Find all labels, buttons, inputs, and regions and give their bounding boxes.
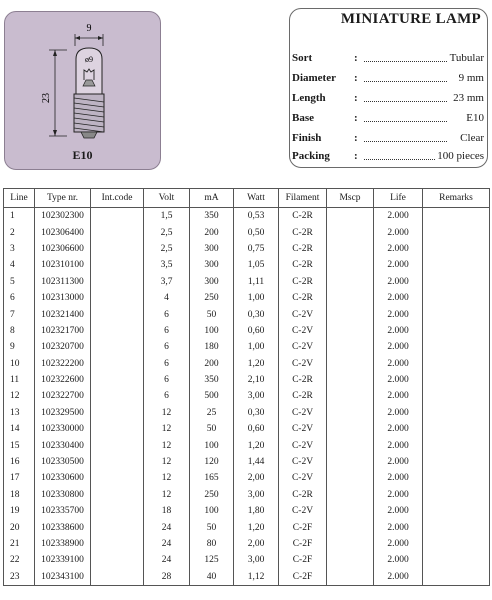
- cell-line: 22: [4, 552, 35, 568]
- cell-type-nr: 102302300: [35, 208, 91, 225]
- cell-type-nr: 102311300: [35, 274, 91, 290]
- cell-line: 19: [4, 503, 35, 519]
- cell-remarks: [423, 421, 490, 437]
- cell-ma: 50: [190, 519, 234, 535]
- cell-watt: 0,30: [234, 306, 279, 322]
- cell-filament: C-2R: [279, 257, 327, 273]
- cell-remarks: [423, 536, 490, 552]
- cell-type-nr: 102329500: [35, 405, 91, 421]
- cell-int-code: [91, 437, 144, 453]
- cell-type-nr: 102330500: [35, 454, 91, 470]
- cell-ma: 80: [190, 536, 234, 552]
- cell-line: 17: [4, 470, 35, 486]
- spec-value: 100 pieces: [437, 150, 484, 162]
- cell-line: 12: [4, 388, 35, 404]
- cell-mscp: [327, 306, 374, 322]
- cell-line: 20: [4, 519, 35, 535]
- cell-int-code: [91, 454, 144, 470]
- table-row: [4, 339, 490, 355]
- cell-filament: C-2V: [279, 306, 327, 322]
- cell-filament: C-2F: [279, 519, 327, 535]
- cell-remarks: [423, 208, 490, 225]
- cell-mscp: [327, 421, 374, 437]
- spec-key: Length: [292, 92, 326, 104]
- cell-volt: 28: [144, 569, 190, 586]
- cell-life: 2.000: [374, 519, 423, 535]
- cell-volt: 12: [144, 454, 190, 470]
- cell-ma: 100: [190, 437, 234, 453]
- cell-ma: 500: [190, 388, 234, 404]
- cell-int-code: [91, 306, 144, 322]
- cell-remarks: [423, 224, 490, 240]
- cell-mscp: [327, 208, 374, 225]
- cell-volt: 12: [144, 421, 190, 437]
- cell-watt: 1,11: [234, 274, 279, 290]
- cell-filament: C-2F: [279, 536, 327, 552]
- cell-filament: C-2V: [279, 503, 327, 519]
- cell-life: 2.000: [374, 503, 423, 519]
- cell-type-nr: 102338900: [35, 536, 91, 552]
- cell-type-nr: 102321400: [35, 306, 91, 322]
- cell-watt: 1,20: [234, 519, 279, 535]
- cell-remarks: [423, 487, 490, 503]
- cell-life: 2.000: [374, 487, 423, 503]
- cell-ma: 350: [190, 372, 234, 388]
- cell-filament: C-2R: [279, 290, 327, 306]
- cell-int-code: [91, 569, 144, 586]
- col-header-watt: Watt: [234, 189, 279, 208]
- cell-int-code: [91, 274, 144, 290]
- cell-watt: 1,00: [234, 290, 279, 306]
- cell-watt: 2,10: [234, 372, 279, 388]
- cell-filament: C-2R: [279, 241, 327, 257]
- cell-mscp: [327, 323, 374, 339]
- cell-volt: 3,5: [144, 257, 190, 273]
- cell-volt: 6: [144, 356, 190, 372]
- cell-ma: 300: [190, 274, 234, 290]
- cell-volt: 6: [144, 372, 190, 388]
- cell-life: 2.000: [374, 536, 423, 552]
- cell-life: 2.000: [374, 208, 423, 225]
- cell-mscp: [327, 405, 374, 421]
- cell-volt: 3,7: [144, 274, 190, 290]
- table-row: [4, 405, 490, 421]
- cell-filament: C-2V: [279, 405, 327, 421]
- cell-mscp: [327, 454, 374, 470]
- col-header-remarks: Remarks: [423, 189, 490, 208]
- table-row: [4, 569, 490, 586]
- cell-int-code: [91, 470, 144, 486]
- cell-remarks: [423, 306, 490, 322]
- cell-int-code: [91, 208, 144, 225]
- cell-int-code: [91, 290, 144, 306]
- cell-watt: 2,00: [234, 536, 279, 552]
- cell-int-code: [91, 487, 144, 503]
- spec-row-base: Base : E10: [292, 112, 484, 124]
- spec-row-sort: Sort : Tubular: [292, 52, 484, 64]
- spec-value: 23 mm: [453, 92, 484, 104]
- cell-type-nr: 102339100: [35, 552, 91, 568]
- cell-life: 2.000: [374, 306, 423, 322]
- spec-row-length: Length : 23 mm: [292, 92, 484, 104]
- cell-remarks: [423, 569, 490, 586]
- cell-ma: 300: [190, 257, 234, 273]
- table-row: [4, 421, 490, 437]
- cell-remarks: [423, 388, 490, 404]
- cell-mscp: [327, 437, 374, 453]
- cell-ma: 200: [190, 356, 234, 372]
- cell-life: 2.000: [374, 470, 423, 486]
- cell-filament: C-2V: [279, 454, 327, 470]
- cell-type-nr: 102330400: [35, 437, 91, 453]
- cell-mscp: [327, 487, 374, 503]
- cell-watt: 3,00: [234, 552, 279, 568]
- cell-type-nr: 102320700: [35, 339, 91, 355]
- cell-int-code: [91, 405, 144, 421]
- cell-int-code: [91, 257, 144, 273]
- cell-mscp: [327, 356, 374, 372]
- table-row: [4, 274, 490, 290]
- cell-watt: 3,00: [234, 388, 279, 404]
- cell-type-nr: 102330000: [35, 421, 91, 437]
- cell-line: 8: [4, 323, 35, 339]
- side-dimension-label: 23: [41, 93, 52, 103]
- cell-life: 2.000: [374, 405, 423, 421]
- cell-ma: 25: [190, 405, 234, 421]
- cell-remarks: [423, 552, 490, 568]
- cell-watt: 0,60: [234, 323, 279, 339]
- cell-filament: C-2V: [279, 421, 327, 437]
- lamp-base-caption: E10: [72, 148, 93, 162]
- cell-ma: 300: [190, 241, 234, 257]
- cell-watt: 1,05: [234, 257, 279, 273]
- spec-key: Base: [292, 112, 314, 124]
- cell-watt: 1,80: [234, 503, 279, 519]
- cell-life: 2.000: [374, 274, 423, 290]
- cell-remarks: [423, 323, 490, 339]
- cell-line: 7: [4, 306, 35, 322]
- cell-line: 14: [4, 421, 35, 437]
- cell-int-code: [91, 503, 144, 519]
- table-row: [4, 372, 490, 388]
- table-row: [4, 487, 490, 503]
- cell-life: 2.000: [374, 569, 423, 586]
- table-row: [4, 323, 490, 339]
- cell-life: 2.000: [374, 421, 423, 437]
- col-header-type-nr: Type nr.: [35, 189, 91, 208]
- cell-line: 9: [4, 339, 35, 355]
- col-header-ma: mA: [190, 189, 234, 208]
- cell-int-code: [91, 323, 144, 339]
- cell-mscp: [327, 552, 374, 568]
- cell-remarks: [423, 503, 490, 519]
- cell-watt: 1,20: [234, 437, 279, 453]
- table-row: [4, 552, 490, 568]
- cell-type-nr: 102338600: [35, 519, 91, 535]
- cell-volt: 6: [144, 323, 190, 339]
- cell-volt: 6: [144, 306, 190, 322]
- cell-line: 16: [4, 454, 35, 470]
- cell-mscp: [327, 290, 374, 306]
- cell-watt: 0,53: [234, 208, 279, 225]
- spec-row-diameter: Diameter : 9 mm: [292, 72, 484, 84]
- cell-volt: 24: [144, 552, 190, 568]
- cell-mscp: [327, 274, 374, 290]
- cell-type-nr: 102322700: [35, 388, 91, 404]
- cell-volt: 2,5: [144, 241, 190, 257]
- col-header-volt: Volt: [144, 189, 190, 208]
- cell-int-code: [91, 421, 144, 437]
- cell-int-code: [91, 519, 144, 535]
- cell-mscp: [327, 388, 374, 404]
- cell-filament: C-2R: [279, 224, 327, 240]
- cell-ma: 120: [190, 454, 234, 470]
- cell-volt: 4: [144, 290, 190, 306]
- cell-remarks: [423, 356, 490, 372]
- cell-life: 2.000: [374, 552, 423, 568]
- cell-mscp: [327, 536, 374, 552]
- col-header-int-code: Int.code: [91, 189, 144, 208]
- diameter-symbol: ø9: [85, 55, 93, 64]
- cell-filament: C-2V: [279, 339, 327, 355]
- cell-life: 2.000: [374, 323, 423, 339]
- spec-key: Finish: [292, 132, 322, 144]
- cell-type-nr: 102310100: [35, 257, 91, 273]
- cell-ma: 165: [190, 470, 234, 486]
- cell-int-code: [91, 388, 144, 404]
- spec-key: Sort: [292, 52, 313, 64]
- cell-mscp: [327, 224, 374, 240]
- cell-ma: 50: [190, 306, 234, 322]
- cell-remarks: [423, 290, 490, 306]
- spec-value: 9 mm: [458, 72, 484, 84]
- table-row: [4, 388, 490, 404]
- table-row: [4, 470, 490, 486]
- table-row: [4, 454, 490, 470]
- spec-key: Packing: [292, 150, 330, 162]
- cell-remarks: [423, 405, 490, 421]
- table-row: [4, 519, 490, 535]
- cell-remarks: [423, 257, 490, 273]
- cell-remarks: [423, 519, 490, 535]
- cell-mscp: [327, 372, 374, 388]
- cell-mscp: [327, 503, 374, 519]
- cell-ma: 350: [190, 208, 234, 225]
- cell-watt: 1,44: [234, 454, 279, 470]
- table-body: [4, 208, 490, 586]
- cell-volt: 6: [144, 388, 190, 404]
- col-header-life: Life: [374, 189, 423, 208]
- spec-row-finish: Finish : Clear: [292, 132, 484, 144]
- spec-value: Clear: [460, 132, 484, 144]
- table-row: [4, 356, 490, 372]
- cell-filament: C-2R: [279, 388, 327, 404]
- cell-line: 1: [4, 208, 35, 225]
- cell-ma: 200: [190, 224, 234, 240]
- cell-volt: 12: [144, 487, 190, 503]
- cell-line: 5: [4, 274, 35, 290]
- cell-line: 10: [4, 356, 35, 372]
- cell-life: 2.000: [374, 388, 423, 404]
- cell-life: 2.000: [374, 454, 423, 470]
- cell-line: 15: [4, 437, 35, 453]
- cell-mscp: [327, 339, 374, 355]
- cell-watt: 1,12: [234, 569, 279, 586]
- cell-watt: 0,30: [234, 405, 279, 421]
- table-row: [4, 257, 490, 273]
- cell-volt: 12: [144, 405, 190, 421]
- cell-filament: C-2V: [279, 437, 327, 453]
- cell-mscp: [327, 257, 374, 273]
- cell-watt: 2,00: [234, 470, 279, 486]
- top-dimension-label: 9: [86, 23, 92, 34]
- cell-watt: 1,20: [234, 356, 279, 372]
- cell-life: 2.000: [374, 241, 423, 257]
- cell-volt: 2,5: [144, 224, 190, 240]
- spec-key: Diameter: [292, 72, 336, 84]
- cell-remarks: [423, 470, 490, 486]
- cell-type-nr: 102335700: [35, 503, 91, 519]
- spec-row-packing: Packing : 100 pieces: [292, 150, 484, 162]
- table-row: [4, 241, 490, 257]
- table-row: [4, 224, 490, 240]
- cell-filament: C-2R: [279, 208, 327, 225]
- table-header-row: [4, 189, 490, 208]
- cell-line: 6: [4, 290, 35, 306]
- cell-ma: 40: [190, 569, 234, 586]
- cell-int-code: [91, 536, 144, 552]
- cell-filament: C-2V: [279, 356, 327, 372]
- cell-remarks: [423, 274, 490, 290]
- cell-watt: 3,00: [234, 487, 279, 503]
- cell-life: 2.000: [374, 372, 423, 388]
- table-row: [4, 290, 490, 306]
- table-row: [4, 437, 490, 453]
- cell-int-code: [91, 356, 144, 372]
- table-row: [4, 306, 490, 322]
- cell-volt: 12: [144, 437, 190, 453]
- spec-value: Tubular: [449, 52, 484, 64]
- cell-filament: C-2V: [279, 470, 327, 486]
- cell-ma: 50: [190, 421, 234, 437]
- cell-type-nr: 102330800: [35, 487, 91, 503]
- cell-int-code: [91, 552, 144, 568]
- cell-life: 2.000: [374, 224, 423, 240]
- cell-line: 18: [4, 487, 35, 503]
- cell-remarks: [423, 339, 490, 355]
- cell-type-nr: 102313000: [35, 290, 91, 306]
- cell-int-code: [91, 241, 144, 257]
- cell-line: 4: [4, 257, 35, 273]
- lamp-drawing: [5, 14, 160, 144]
- cell-filament: C-2V: [279, 323, 327, 339]
- spec-panel: [289, 8, 488, 168]
- cell-int-code: [91, 224, 144, 240]
- cell-type-nr: 102306400: [35, 224, 91, 240]
- cell-watt: 1,00: [234, 339, 279, 355]
- col-header-mscp: Mscp: [327, 189, 374, 208]
- spec-value: E10: [466, 112, 484, 124]
- cell-mscp: [327, 470, 374, 486]
- cell-line: 23: [4, 569, 35, 586]
- cell-type-nr: 102330600: [35, 470, 91, 486]
- cell-volt: 6: [144, 339, 190, 355]
- cell-volt: 1,5: [144, 208, 190, 225]
- cell-ma: 250: [190, 290, 234, 306]
- spec-title: MINIATURE LAMP: [340, 11, 481, 27]
- table-row: [4, 503, 490, 519]
- cell-line: 3: [4, 241, 35, 257]
- cell-watt: 0,50: [234, 224, 279, 240]
- lamp-figure-panel: [4, 11, 161, 170]
- cell-line: 2: [4, 224, 35, 240]
- cell-remarks: [423, 437, 490, 453]
- cell-mscp: [327, 241, 374, 257]
- cell-line: 13: [4, 405, 35, 421]
- cell-life: 2.000: [374, 356, 423, 372]
- cell-volt: 24: [144, 536, 190, 552]
- cell-type-nr: 102306600: [35, 241, 91, 257]
- cell-remarks: [423, 454, 490, 470]
- lamp-types-table: [3, 188, 490, 586]
- cell-life: 2.000: [374, 257, 423, 273]
- cell-type-nr: 102343100: [35, 569, 91, 586]
- cell-type-nr: 102321700: [35, 323, 91, 339]
- cell-ma: 180: [190, 339, 234, 355]
- cell-watt: 0,75: [234, 241, 279, 257]
- cell-watt: 0,60: [234, 421, 279, 437]
- cell-ma: 100: [190, 323, 234, 339]
- col-header-line: Line: [4, 189, 35, 208]
- cell-life: 2.000: [374, 339, 423, 355]
- cell-type-nr: 102322600: [35, 372, 91, 388]
- cell-ma: 125: [190, 552, 234, 568]
- cell-remarks: [423, 372, 490, 388]
- table-row: [4, 536, 490, 552]
- cell-volt: 24: [144, 519, 190, 535]
- cell-filament: C-2R: [279, 487, 327, 503]
- cell-filament: C-2R: [279, 372, 327, 388]
- cell-volt: 18: [144, 503, 190, 519]
- cell-life: 2.000: [374, 437, 423, 453]
- cell-ma: 100: [190, 503, 234, 519]
- cell-int-code: [91, 339, 144, 355]
- cell-remarks: [423, 241, 490, 257]
- cell-life: 2.000: [374, 290, 423, 306]
- cell-int-code: [91, 372, 144, 388]
- cell-line: 21: [4, 536, 35, 552]
- cell-type-nr: 102322200: [35, 356, 91, 372]
- cell-mscp: [327, 519, 374, 535]
- col-header-filament: Filament: [279, 189, 327, 208]
- cell-ma: 250: [190, 487, 234, 503]
- cell-filament: C-2F: [279, 569, 327, 586]
- cell-line: 11: [4, 372, 35, 388]
- cell-filament: C-2F: [279, 552, 327, 568]
- cell-volt: 12: [144, 470, 190, 486]
- cell-filament: C-2R: [279, 274, 327, 290]
- cell-mscp: [327, 569, 374, 586]
- table-row: [4, 208, 490, 225]
